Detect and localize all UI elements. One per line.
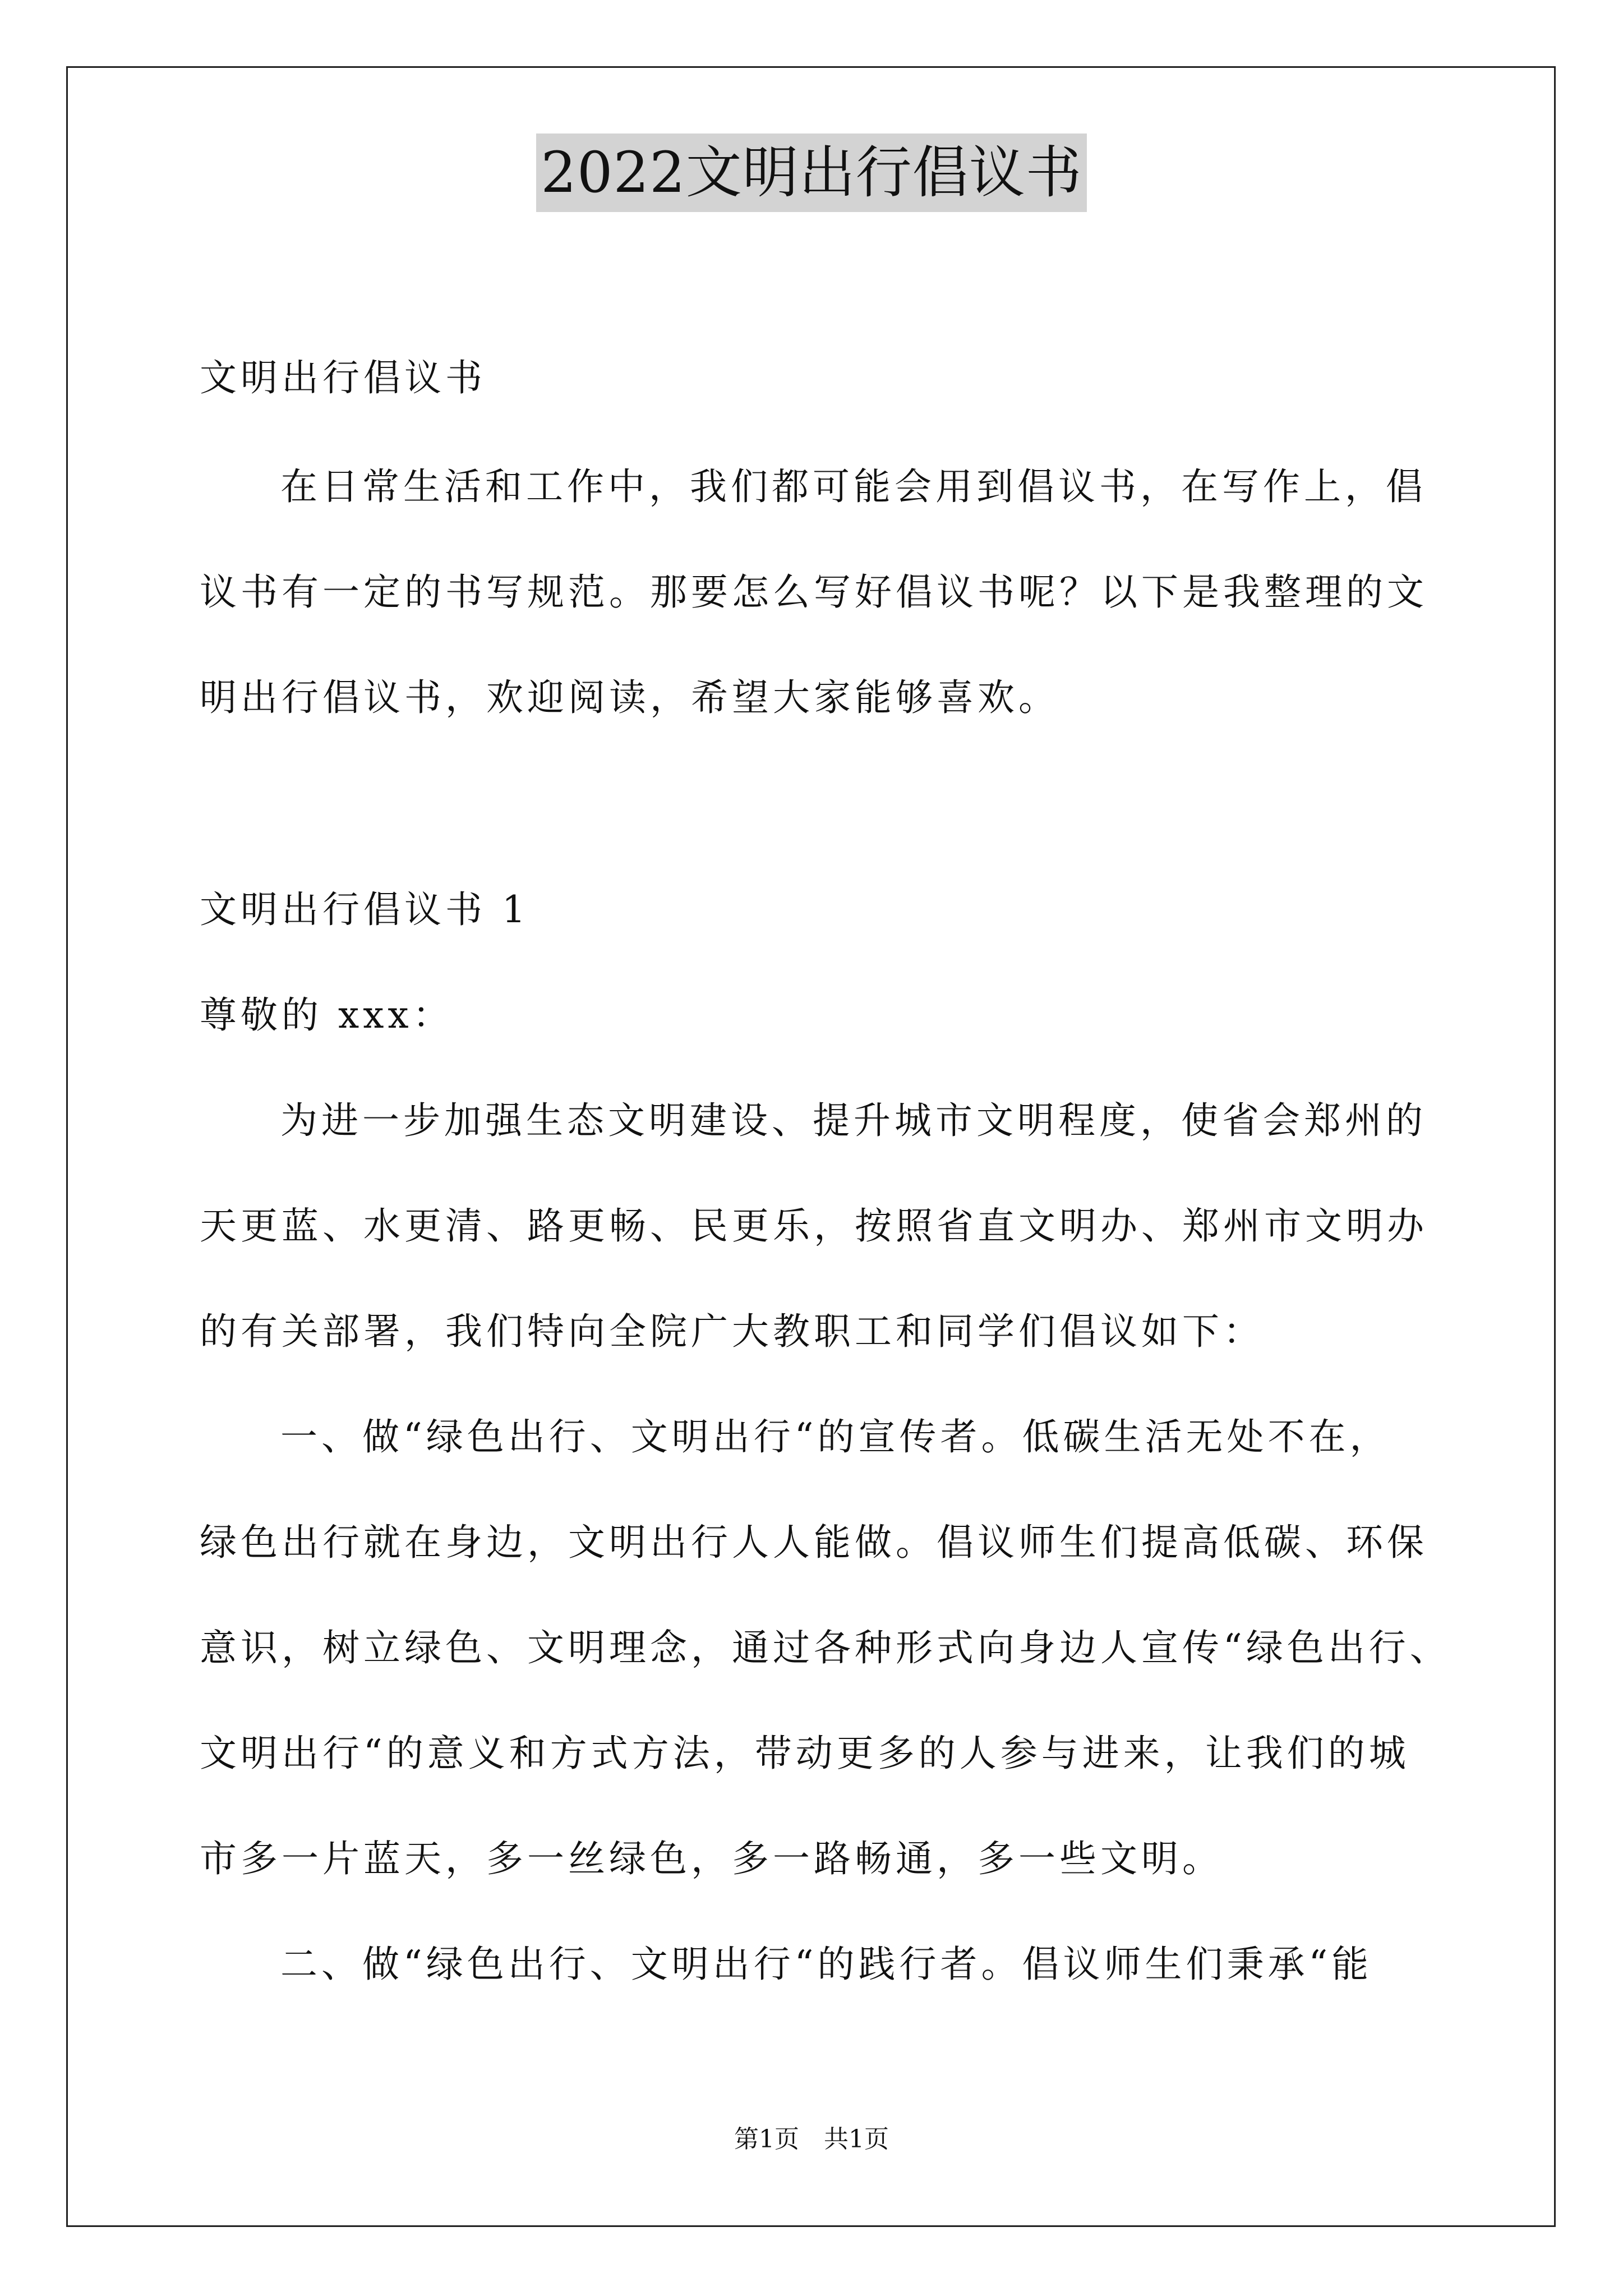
section-heading: 文明出行倡议书 1 — [200, 888, 529, 931]
paragraph-line: 的有关部署，我们特向全院广大教职工和同学们倡议如下： — [200, 1310, 1264, 1353]
page-footer: 第1页 共1页 — [734, 2125, 889, 2154]
section-heading: 文明出行倡议书 — [200, 356, 486, 399]
paragraph-line: 二、做“绿色出行、文明出行“的践行者。倡议师生们秉承“能 — [280, 1943, 1373, 1986]
paragraph-line: 在日常生活和工作中，我们都可能会用到倡议书，在写作上，倡 — [280, 465, 1427, 508]
paragraph-line: 文明出行“的意义和方式方法，带动更多的人参与进来，让我们的城 — [200, 1732, 1410, 1775]
paragraph-line: 议书有一定的书写规范。那要怎么写好倡议书呢？以下是我整理的文 — [200, 570, 1428, 614]
document-title: 2022文明出行倡议书 — [536, 134, 1087, 212]
paragraph-line: 意识，树立绿色、文明理念，通过各种形式向身边人宣传“绿色出行、 — [200, 1626, 1451, 1669]
paragraph-line: 明出行倡议书，欢迎阅读，希望大家能够喜欢。 — [200, 676, 1059, 719]
title-container — [0, 134, 1623, 279]
paragraph-line: 为进一步加强生态文明建设、提升城市文明程度，使省会郑州的 — [280, 1099, 1427, 1142]
paragraph-line: 一、做“绿色出行、文明出行“的宣传者。低碳生活无处不在， — [280, 1415, 1391, 1458]
paragraph-line: 绿色出行就在身边，文明出行人人能做。倡议师生们提高低碳、环保 — [200, 1521, 1428, 1564]
salutation: 尊敬的 xxx： — [200, 993, 454, 1037]
paragraph-line: 市多一片蓝天，多一丝绿色，多一路畅通，多一些文明。 — [200, 1837, 1223, 1880]
paragraph-line: 天更蓝、水更清、路更畅、民更乐，按照省直文明办、郑州市文明办 — [200, 1204, 1428, 1248]
